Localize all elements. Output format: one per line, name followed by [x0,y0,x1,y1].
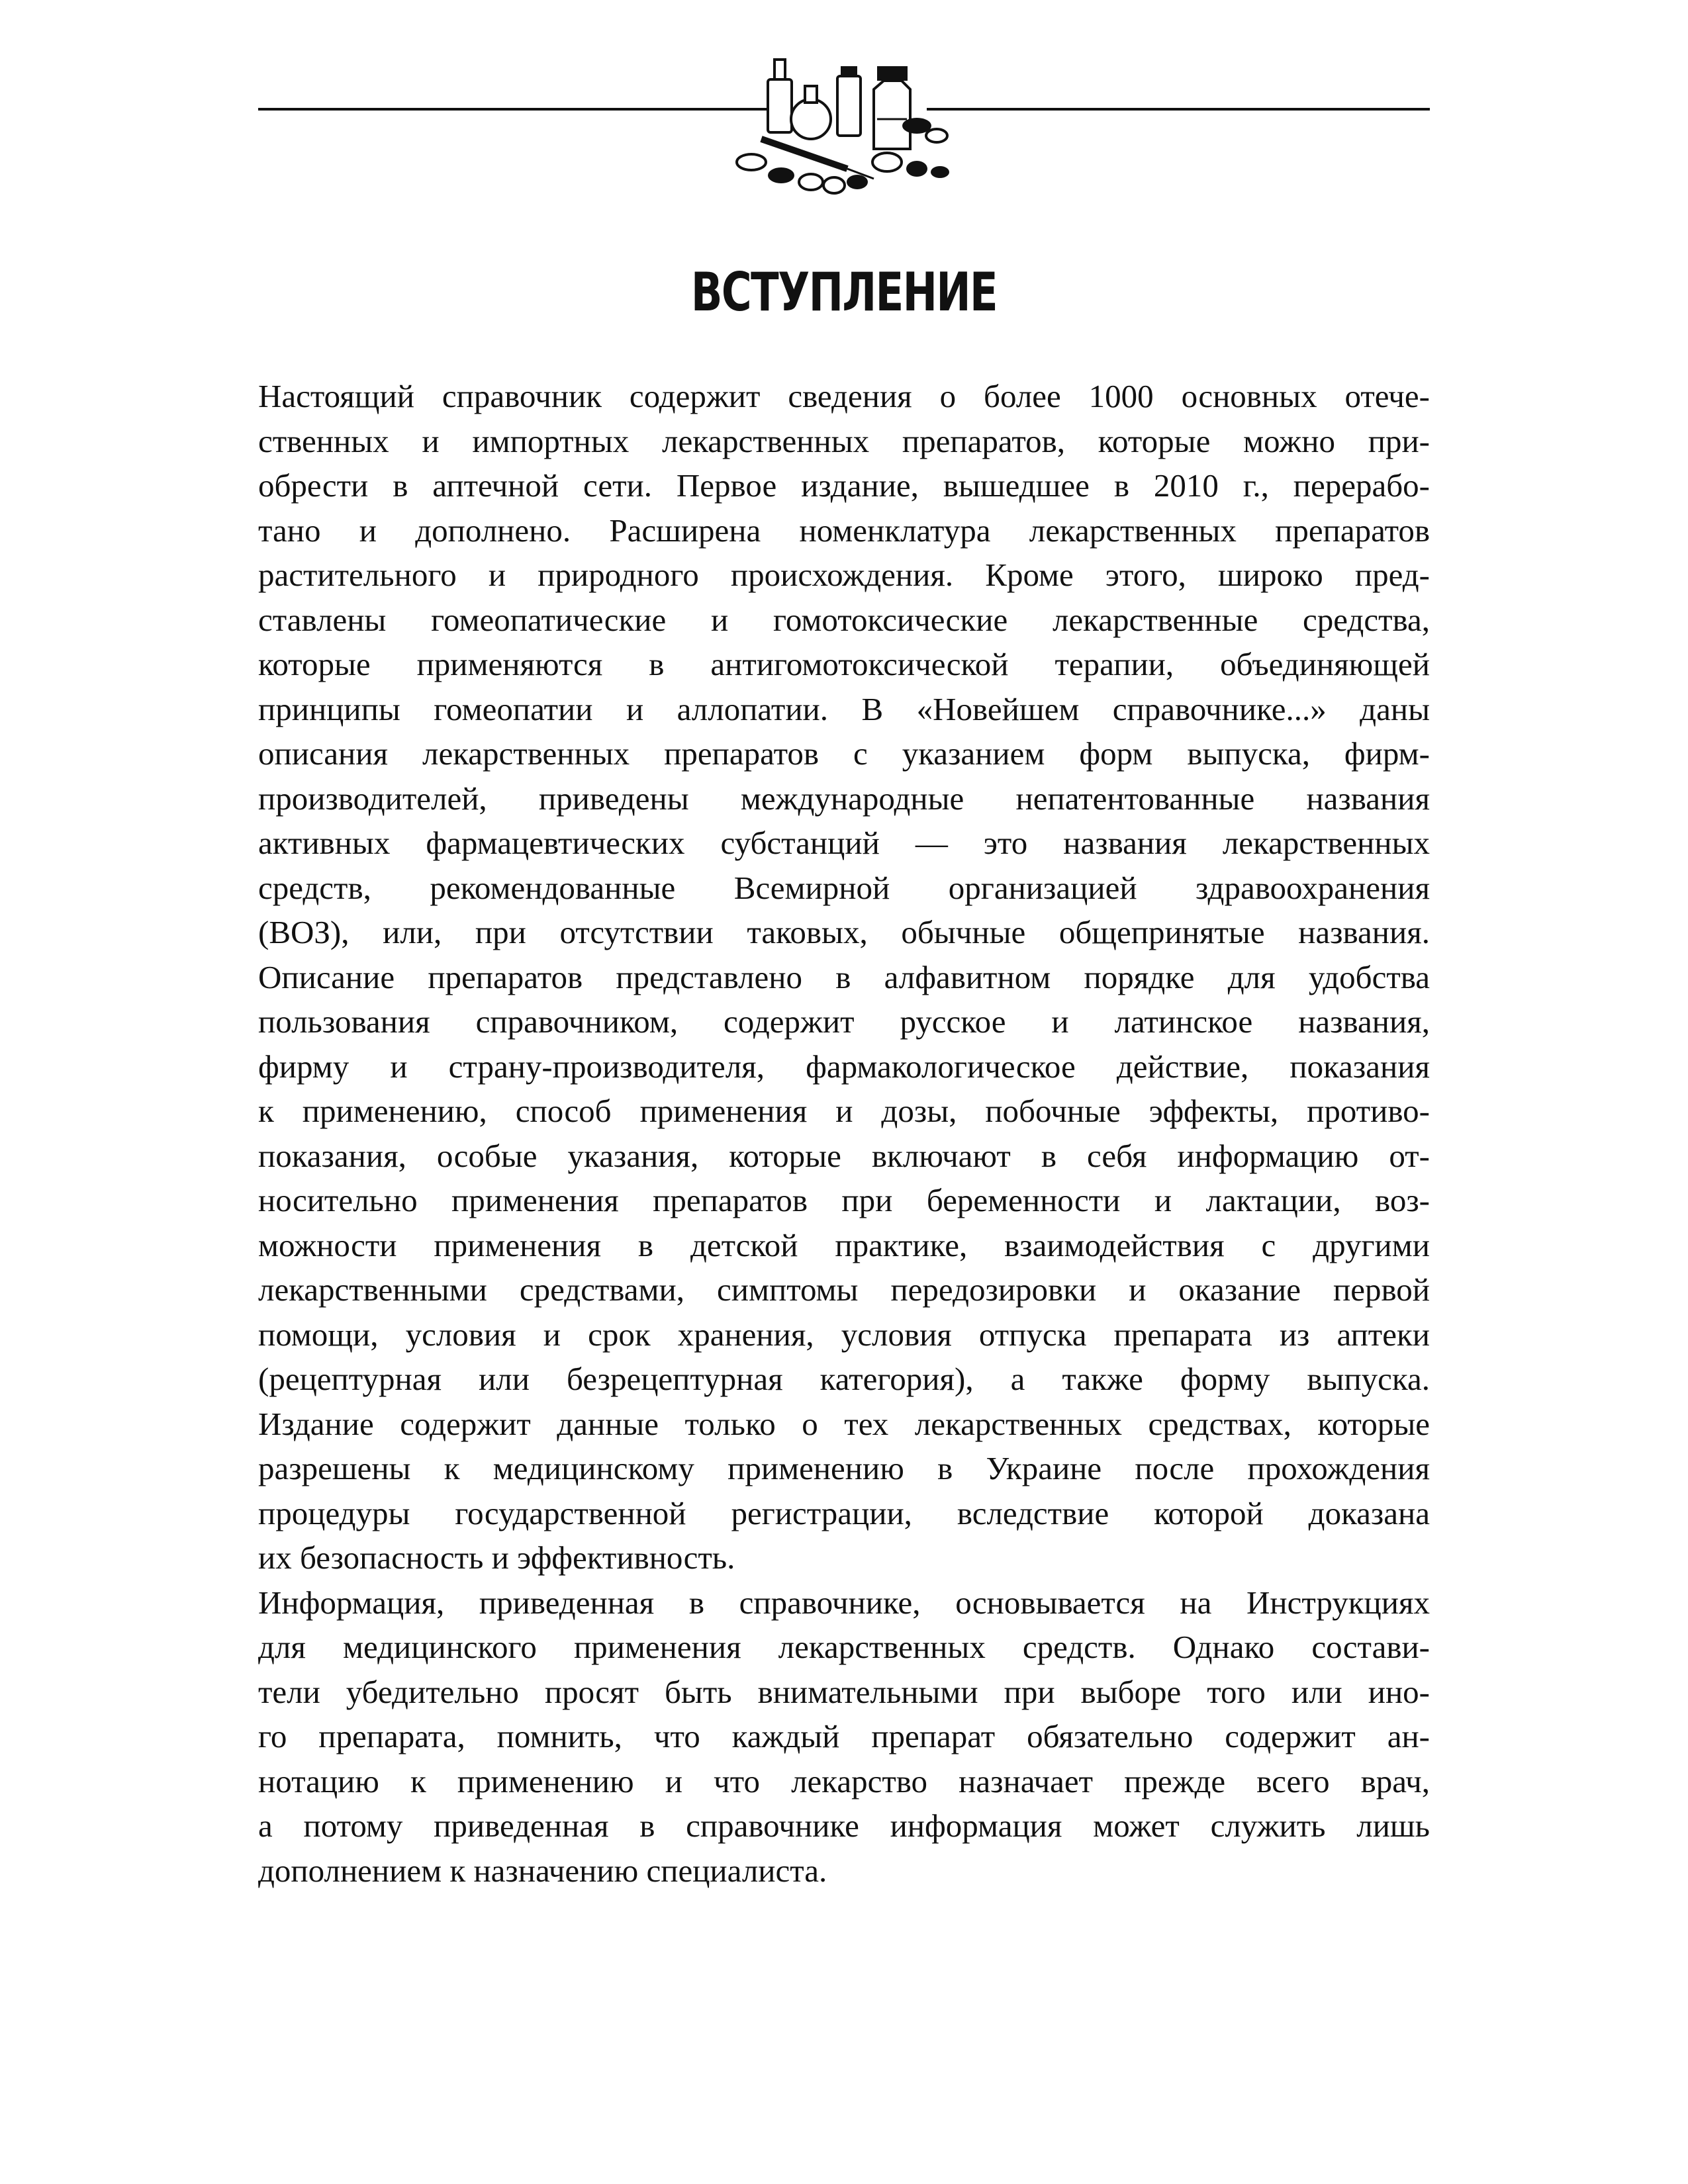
text-line: (ВОЗ), или, при отсутствии таковых, обычные общепринятые названия. [258,914,1430,950]
text-line: пользования справочником, содержит русское и латинское названия, [258,1003,1430,1040]
text-line: помощи, условия и срок хранения, условия отпуска препарата из аптеки [258,1316,1430,1353]
text-line: принципы гомеопатии и аллопатии. В «Новейшем справочнике...» даны [258,690,1430,727]
text-line: обрести в аптечной сети. Первое издание, вышедшее в 2010 г., перерабо- [258,467,1430,504]
text-line: к применению, способ применения и дозы, побочные эффекты, противо- [258,1093,1430,1129]
text-line: показания, особые указания, которые включают в себя информацию от- [258,1137,1430,1174]
text-line: описания лекарственных препаратов с указанием форм выпуска, фирм- [258,735,1430,772]
text-line: Издание содержит данные только о тех лекарственных средствах, которые [258,1405,1430,1442]
text-line: ставлены гомеопатические и гомотоксические лекарственные средства, [258,601,1430,638]
text-line: средств, рекомендованные Всемирной организацией здравоохранения [258,869,1430,906]
text-line: Описание препаратов представлено в алфавитном порядке для удобства [258,958,1430,995]
paragraph-1 [258,374,1430,1580]
text-line: их безопасность и эффективность. [258,1539,735,1576]
text-line: Настоящий справочник содержит сведения о более 1000 основных отече- [258,378,1430,414]
text-line: активных фармацевтических субстанций — это названия лекарственных [258,825,1430,861]
text-line: лекарственными средствами, симптомы передозировки и оказание первой [258,1271,1430,1308]
text-line: ственных и импортных лекарственных препаратов, которые можно при- [258,422,1430,459]
text-line: Информация, приведенная в справочнике, основывается на Инструкциях [258,1584,1430,1621]
text-line: разрешены к медицинскому применению в Украине после прохождения [258,1450,1430,1486]
text-line: растительного и природного происхождения. Кроме этого, широко пред- [258,557,1430,593]
text-line: производителей, приведены международные непатентованные названия [258,780,1430,817]
body-text [258,374,1430,1893]
text-line: тано и дополнено. Расширена номенклатура лекарственных препаратов [258,512,1430,549]
pharmacy-bottles-pills-icon [258,40,1430,199]
header-ornament [258,40,1430,199]
text-line: тели убедительно просят быть внимательными при выборе того или ино- [258,1673,1430,1710]
text-line: дополнением к назначению специалиста. [258,1852,827,1889]
text-line: фирму и страну-производителя, фармакологическое действие, показания [258,1048,1430,1085]
page-title: ВСТУПЛЕНИЕ [690,261,998,323]
text-line: а потому приведенная в справочнике информация может служить лишь [258,1807,1430,1844]
text-line: (рецептурная или безрецептурная категория), а также форму выпуска. [258,1361,1430,1397]
text-line: нотацию к применению и что лекарство назначает прежде всего врач, [258,1762,1430,1799]
text-line: го препарата, помнить, что каждый препарат обязательно содержит ан- [258,1718,1430,1754]
text-line: которые применяются в антигомотоксической терапии, объединяющей [258,646,1430,682]
text-line: носительно применения препаратов при беременности и лактации, воз- [258,1182,1430,1218]
text-line: можности применения в детской практике, взаимодействия с другими [258,1226,1430,1263]
paragraph-2 [258,1580,1430,1893]
text-line: процедуры государственной регистрации, вследствие которой доказана [258,1494,1430,1531]
text-line: для медицинского применения лекарственных средств. Однако состави- [258,1629,1430,1665]
